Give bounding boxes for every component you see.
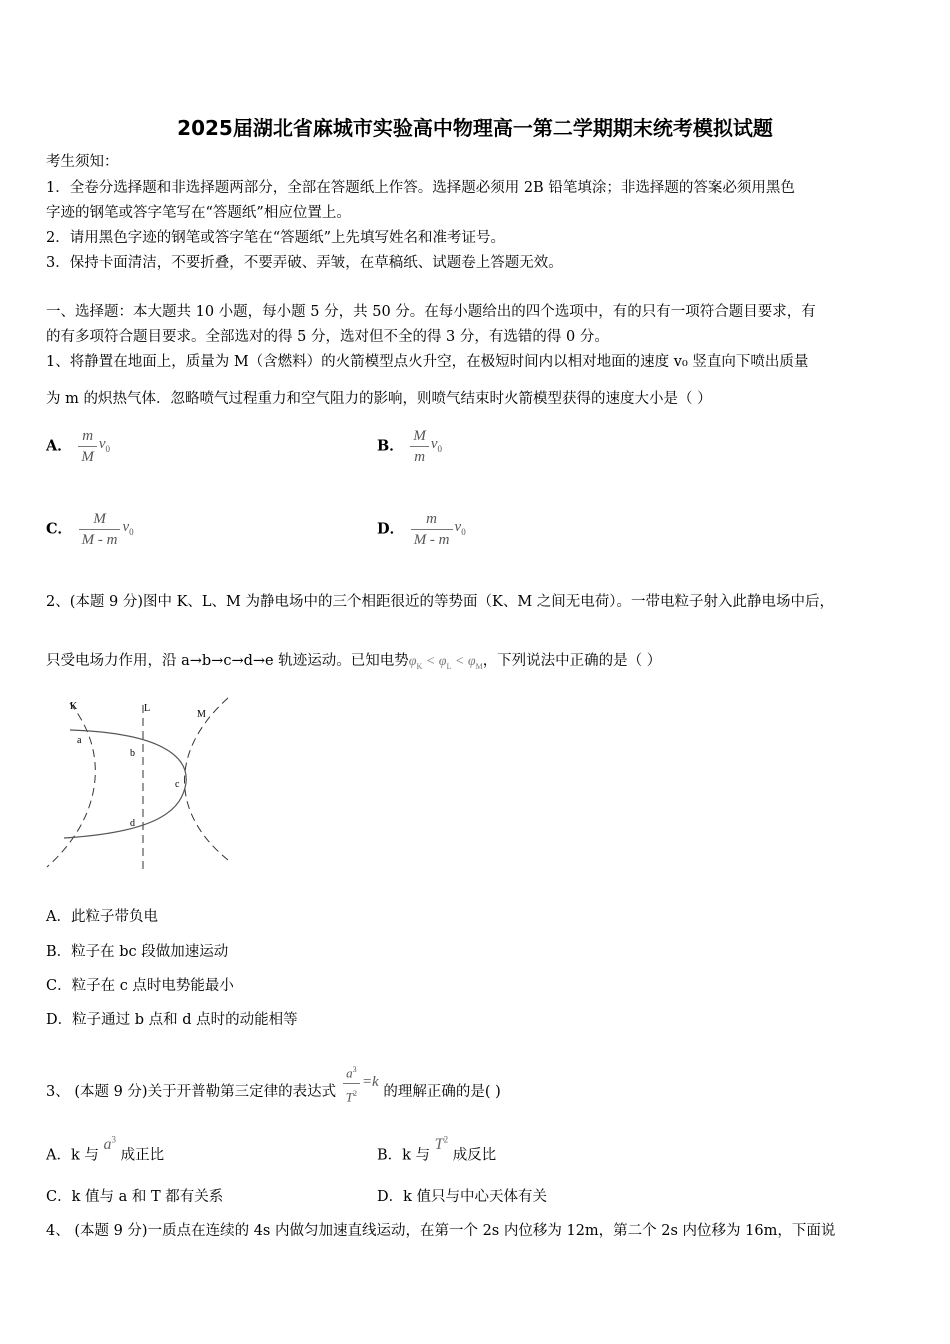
q4-stem-1: 4、 (本题 9 分)一质点在连续的 4s 内做匀加速直线运动，在第一个 2s 内位移为 12m，第二个 2s 内位移为 16m，下面说 [46,1223,836,1239]
q1-option-b[interactable] [377,426,442,467]
q2-option-d[interactable]: D．粒子通过 b 点和 d 点时的动能相等 [46,1012,298,1028]
label-k: K [70,701,78,712]
q1-option-d-denominator: M - m [413,532,450,548]
q2-stem-2a: 只受电场力作用，沿 a→b→c→d→e 轨迹运动。已知电势 [46,653,409,669]
q3-stem-suffix: 的理解正确的是( ) [383,1083,501,1100]
q2-stem-1: 2、(本题 9 分)图中 K、L、M 为静电场中的三个相距很近的等势面（K、M 之间无电荷）。一带电粒子射入此静电场中后， [46,594,835,610]
equipotential-m [185,698,229,860]
q3-option-b[interactable]: B．k 与 $T^2$ 成反比 [377,1135,497,1164]
potential-inequality: $\varphi_K < \varphi_L < \varphi_M$ [408,654,483,671]
particle-trajectory [64,730,186,838]
q1-option-d-velocity: $v_0$ [454,519,466,537]
q3-option-b-symbol: $T^2$ [434,1135,449,1154]
q2-stem-2 [46,651,661,677]
section-intro-2: 的有多项符合题目要求。全部选对的得 5 分，选对但不全的得 3 分，有选错的得 0 分。 [46,329,609,345]
q1-option-a[interactable] [46,426,110,467]
q1-option-b-numerator: M [410,426,429,447]
kepler-formula-fraction: $\frac{a^3}{T^2}$ [343,1060,360,1108]
q3-stem [46,1065,501,1116]
kepler-formula-eq: =k [361,1073,379,1090]
q1-option-d-label: D． [377,520,405,538]
q1-option-c-denominator: M - m [81,532,118,548]
notice-item-3: 3．保持卡面清洁，不要折叠，不要弄破、弄皱，在草稿纸、试题卷上答题无效。 [46,255,563,271]
q1-option-a-numerator: m [78,426,97,447]
label-c: c [175,779,180,790]
q1-stem-2: 为 m 的炽热气体．忽略喷气过程重力和空气阻力的影响，则喷气结束时火箭模型获得的速度大小是（ ） [46,391,712,407]
notice-item-1b: 字迹的钢笔或答字笔写在“答题纸”相应位置上。 [46,205,351,221]
q3-option-a-symbol: $a^3$ [103,1135,116,1154]
label-l: L [144,703,151,714]
q1-option-c-fraction [79,509,121,550]
q3-stem-prefix: 3、 (本题 9 分)关于开普勒第三定律的表达式 [46,1083,337,1100]
q1-option-d[interactable] [377,509,466,550]
q1-option-a-fraction [78,426,97,467]
q1-option-b-velocity: $v_0$ [430,436,443,454]
q1-option-d-numerator: m [411,509,453,530]
q1-option-b-denominator: m [414,449,426,465]
q3-option-c[interactable]: C．k 值与 a 和 T 都有关系 [46,1189,224,1205]
q3-option-d[interactable]: D．k 值只与中心天体有关 [377,1189,548,1205]
section-intro-1: 一、选择题：本大题共 10 小题，每小题 5 分，共 50 分。在每小题给出的四个选项中，有的只有一项符合题目要求，有 [46,304,816,320]
equipotential-k [47,703,95,867]
q3-option-a[interactable]: A．k 与 $a^3$ 成正比 [46,1135,165,1164]
equipotential-figure [42,695,242,875]
q1-option-a-denominator: M [81,449,94,465]
q1-option-d-fraction [411,509,453,550]
q1-stem-1: 1、将静置在地面上，质量为 M（含燃料）的火箭模型点火升空，在极短时间内以相对地面的速度 v₀ 竖直向下喷出质量 [46,354,809,370]
notice-item-1a: 1．全卷分选择题和非选择题两部分，全部在答题纸上作答。选择题必须用 2B 铅笔填涂；非选择题的答案必须用黑色 [46,180,795,196]
notice-heading: 考生须知： [46,154,119,170]
label-m: M [197,709,206,720]
q1-option-c-numerator: M [79,509,121,530]
q1-option-b-fraction [410,426,429,467]
label-a: a [77,735,82,746]
q1-option-a-label: A． [46,437,72,455]
q2-option-c[interactable]: C．粒子在 c 点时电势能最小 [46,978,234,994]
q2-option-a[interactable]: A．此粒子带负电 [46,909,158,925]
q1-option-b-label: B． [377,437,404,455]
page-title: 2025届湖北省麻城市实验高中物理高一第二学期期末统考模拟试题 [177,116,773,140]
q1-option-c-velocity: $v_0$ [122,519,134,537]
label-b: b [130,748,135,759]
q1-option-c[interactable] [46,509,134,550]
q2-stem-2b: ，下列说法中正确的是（ ） [482,653,662,669]
q1-option-a-velocity: $v_0$ [98,436,111,454]
q1-option-c-label: C． [46,520,73,538]
notice-item-2: 2．请用黑色字迹的钢笔或答字笔在“答题纸”上先填写姓名和准考证号。 [46,230,506,246]
q2-option-b[interactable]: B．粒子在 bc 段做加速运动 [46,944,229,960]
label-d: d [130,818,135,829]
